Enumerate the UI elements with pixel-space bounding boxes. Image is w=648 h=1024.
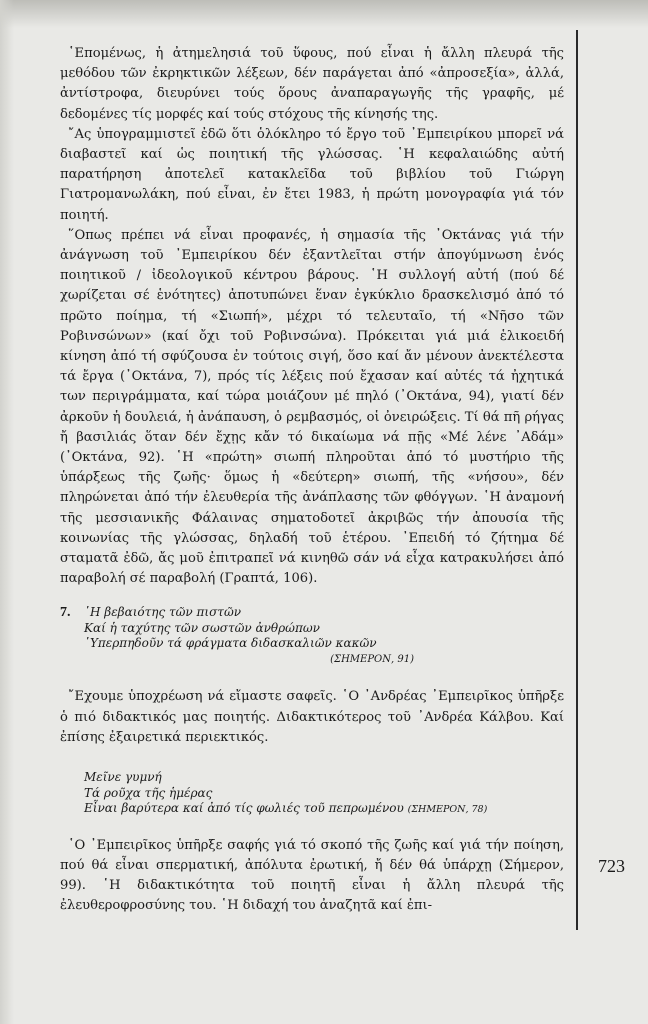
paragraph-1: ῾Επομένως, ἡ ἀτημελησιά τοῦ ὕφους, πού εἶναι ἡ ἄλλη πλευρά τῆς μεθόδου τῶν ἐκρηκτικῶν λέξεων, δέν παράγεται ἀπό «ἀπροσεξία», ἀλλά, ἀντίστροφα, διευρύνει τούς ὅρους ἀναπαραγωγῆς τῆς γραφῆς, μέ δεδομένες τίς μορφές καί τούς στόχους τῆς κίνησής της. — [60, 46, 564, 122]
page-left-shadow — [0, 0, 14, 1024]
page-top-shadow — [0, 0, 648, 28]
paragraph-5: ῾Ο ᾿Εμπειρῖκος ὑπῆρξε σαφής γιά τό σκοπό τῆς ζωῆς καί γιά τήν ποίηση, πού θά εἶναι σπερματική, ἀπόλυτα ἐρωτική, ἤ δέν θά ὑπάρχῃ (Σήμερον, 99). ῾Η διδακτικότητα τοῦ ποιητῆ εἶναι ἡ ἄλλη πλευρά τῆς ἐλευθεροφροσύνης του. ῾Η διδαχή του ἀναζητᾶ καί ἐπι- — [60, 837, 564, 914]
paragraph-3: ῞Οπως πρέπει νά εἶναι προφανές, ἡ σημασία τῆς ᾿Οκτάνας γιά τήν ἀνάγνωση τοῦ ᾿Εμπειρίκου δέν ἐξαντλεῖται στήν ἀπογύμνωση ἑνός ποιητικοῦ / ἰδεολογικοῦ κέντρου βάρους. ῾Η συλλογή αὐτή (πού δέ χωρίζεται σέ ἑνότητες) ἀποτυπώνει ἕναν ἐγκύκλιο δρασκελισμό ἀπό τό πρῶτο ποίημα, τή «Σιωπή», μέχρι τό τελευταῖο, τή «Νῆσο τῶν Ροβινσώνων» (καί ὄχι τοῦ Ροβινσώνα). Πρόκειται γιά μιά ἑλικοειδή κίνηση ἀπό τή σφύζουσα ἐν τούτοις σιγή, ὅσο καί ἄν μένουν ἀνεκτέλεστα τά ἔργα (᾿Οκτάνα, 7), πρός τίς λέξεις πού ἔχασαν καί αὐτές τά ἠχητικά των περιγράμματα, καί τώρα μοιάζουν μέ πηλό (᾿Οκτάνα, 94), γιατί δέν ἀρκοῦν ἡ δουλειά, ἡ ἀνάπαυση, ὁ ρεμβασμός, οἱ ὀνειρώξεις. Τί θά πῆ ρήγας ἤ βασιλιάς ὅταν δέν ἔχῃς κἄν τό δικαίωμα νά πῇς «Μέ λένε ᾿Αδάμ» (᾿Οκτάνα, 92). ῾Η «πρώτη» σιωπή πληροῦται ἀπό τό μυστήριο τῆς ὑπάρξεως τῆς ζωῆς· ὅμως ἡ «δεύτερη» σιωπή, τῆς «νήσου», δέν πληρώνεται ἀπό τήν ἐλευθερία τῆς ἀνάπλασης τῶν φθόγγων. ῾Η ἀναμονή τῆς μεσσιανικῆς Φάλαινας σηματοδοτεῖ ἀκριβῶς τήν ἀπουσία τῆς κοινωνίας τῆς γλώσσας, δηλαδή τοῦ ἑτέρου. ᾿Επειδή τό ζήτημα δέ σταματᾶ ἐδῶ, ἄς μοῦ ἐπιτραπεῖ νά κινηθῶ σάν νά εἶχα κατρακυλήσει ἀπό παραβολή σέ παραβολή (Γραπτά, 106). — [60, 227, 564, 587]
poem-source: (ΣΗΜΕΡΟΝ, 78) — [407, 804, 488, 816]
poem-line: Καί ἡ ταχύτης τῶν σωστῶν ἀνθρώπων — [84, 620, 320, 635]
poem-line: ῾Η βεβαιότης τῶν πιστῶν — [84, 605, 242, 620]
poem-quote — [60, 770, 564, 818]
poem-line: Μεῖνε γυμνή — [84, 770, 162, 785]
page-body — [60, 44, 564, 916]
poem-line: Τά ροῦχα τῆς ἡμέρας — [84, 785, 213, 800]
section-7 — [60, 605, 564, 667]
paragraph-2: ῎Ας ὑπογραμμιστεῖ ἐδῶ ὅτι ὁλόκληρο τό ἔργο τοῦ ᾿Εμπειρίκου μπορεῖ νά διαβαστεῖ καί ὡς ποιητική τῆς γλώσσας. ῾Η κεφαλαιώδης αὐτή παρατήρηση ἀποτελεῖ κατακλεῖδα τοῦ βιβλίου τοῦ Γιώργη Γιατρομανωλάκη, πού εἶναι, ἐν ἔτει 1983, ἡ πρώτη μονογραφία γιά τόν ποιητή. — [60, 126, 564, 223]
poem-line — [84, 801, 564, 818]
poem-line-text: Εἶναι βαρύτερα καί ἀπό τίς φωλιές τοῦ πεπρωμένου — [84, 801, 404, 816]
paragraph-4: ῎Εχουμε ὑποχρέωση νά εἴμαστε σαφεῖς. ῾Ο ᾿Ανδρέας ᾿Εμπειρῖκος ὑπῆρξε ὁ πιό διδακτικός μας ποιητής. Διδακτικότερος τοῦ ᾿Ανδρέα Κάλβου. Καί ἐπίσης ἐξαιρετικά περιεκτικός. — [60, 689, 564, 745]
poem-source: (ΣΗΜΕΡΟΝ, 91) — [330, 653, 414, 665]
section-number: 7. — [60, 605, 71, 621]
poem-line: ῾Υπερπηδοῦν τά φράγματα διδασκαλιῶν κακῶν — [84, 636, 377, 651]
page-number: 723 — [598, 856, 625, 876]
margin-rule — [576, 30, 578, 930]
